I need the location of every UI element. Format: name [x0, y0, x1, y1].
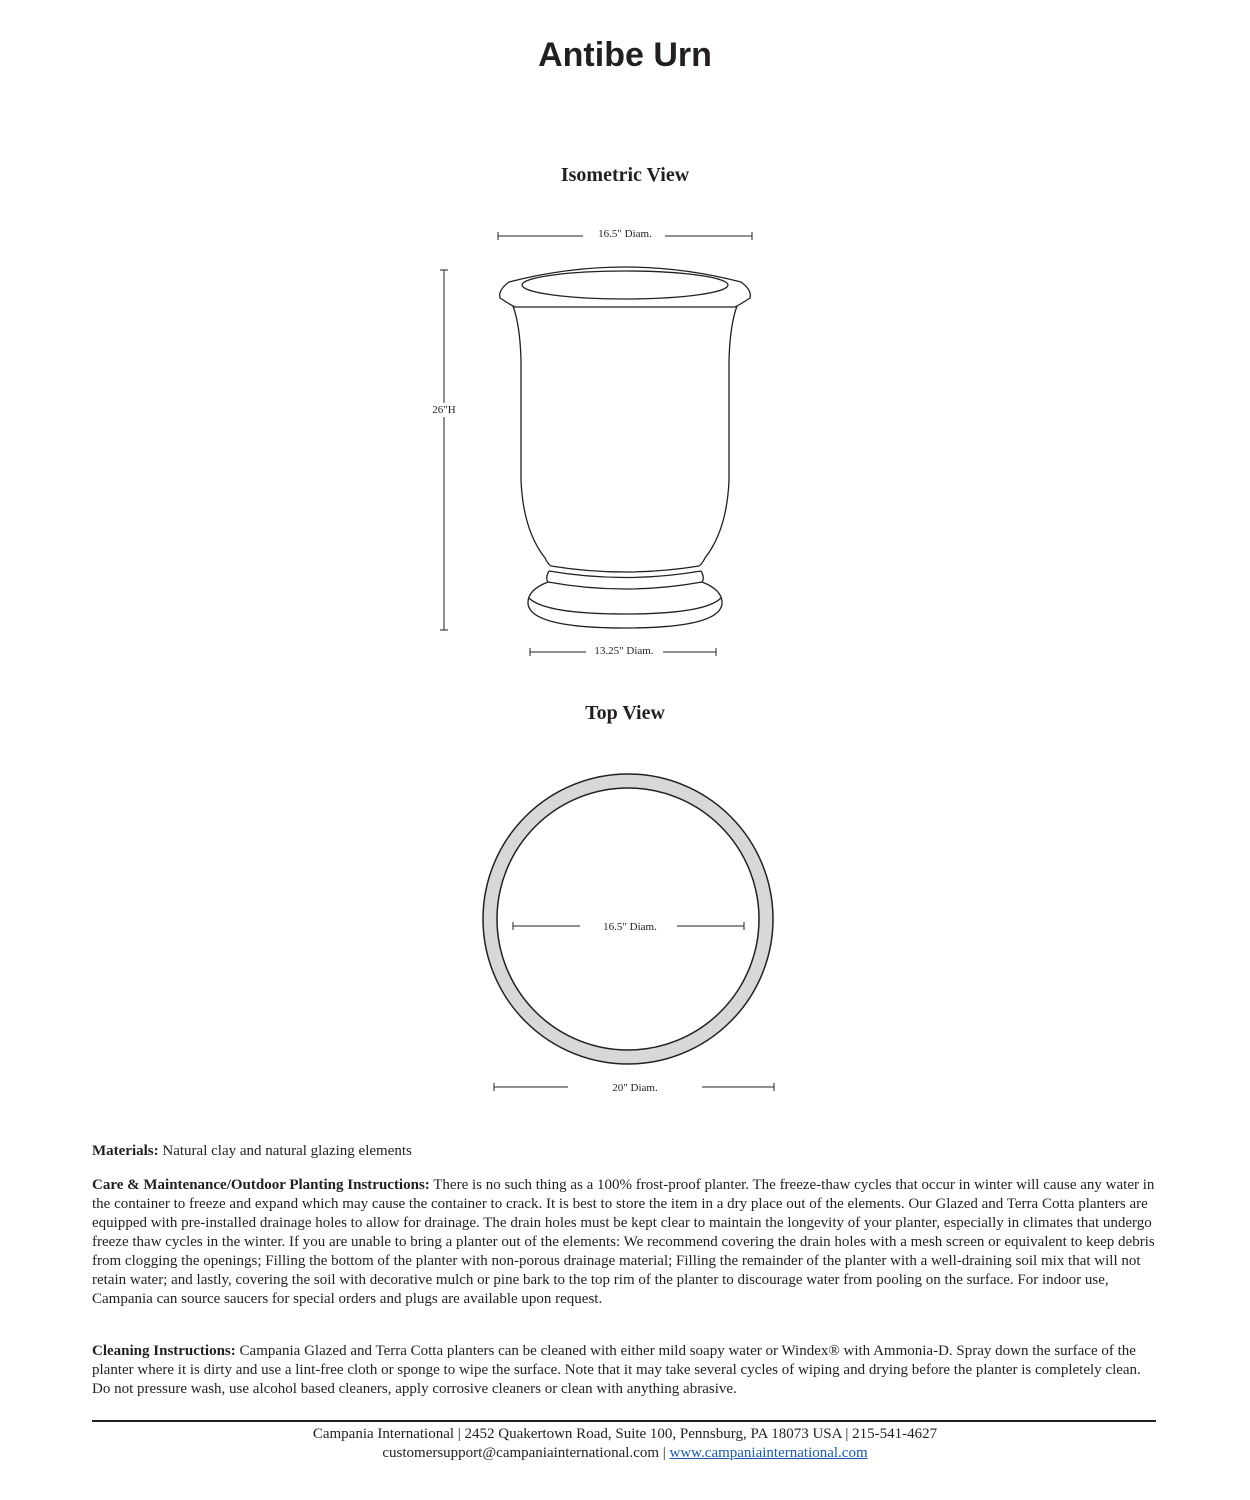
top-view-heading: Top View	[585, 702, 665, 724]
cleaning-instructions-section	[92, 1342, 1160, 1399]
care-label: Care & Maintenance/Outdoor Planting Instructions:	[92, 1177, 430, 1193]
cleaning-text: Campania Glazed and Terra Cotta planters can be cleaned with either mild soapy water or Windex® with Ammonia-D. Spray down the surface of the planter where it is dirty and use a lint-free cloth or sponge to wipe the surface. Note that it may take several cycles of wiping and drying before the planter is completely clean. Do not pressure wash, use alcohol based cleaners, apply corrosive cleaners or clean with anything abrasive.	[92, 1343, 1141, 1397]
footer-contact	[0, 1444, 1250, 1463]
materials-label: Materials:	[92, 1143, 159, 1159]
top-diameter-label: 16.5" Diam.	[598, 228, 652, 240]
height-dimension	[440, 270, 448, 630]
outer-diameter-label: 20" Diam.	[612, 1082, 658, 1094]
base-diameter-label: 13.25" Diam.	[594, 645, 654, 657]
care-instructions-section	[92, 1176, 1160, 1309]
footer-email: customersupport@campaniainternational.com |	[382, 1445, 670, 1461]
inner-diameter-label: 16.5" Diam.	[603, 921, 657, 933]
urn-isometric-illustration	[500, 267, 751, 628]
website-link[interactable]: www.campaniainternational.com	[669, 1445, 868, 1461]
materials-section	[92, 1142, 1160, 1161]
page-title: Antibe Urn	[538, 36, 712, 74]
urn-top-view-illustration	[483, 774, 773, 1064]
isometric-view-heading: Isometric View	[560, 164, 690, 186]
care-text: There is no such thing as a 100% frost-proof planter. The freeze-thaw cycles that occur in winter will cause any water in the container to freeze and expand which may cause the container to crack. It is best to store the item in a dry place out of the elements. Our Glazed and Terra Cotta planters are equipped with pre-installed drainage holes to allow for drainage. The drain holes must be kept clear to maintain the longevity of your planter, especially in climates that undergo freeze thaw cycles in the winter. If you are unable to bring a planter out of the elements: We recommend covering the drain holes with a mesh screen or equivalent to keep debris from clogging the openings; Filling the bottom of the planter with non-porous drainage material; Filling the remainder of the planter with a well-draining soil mix that will not retain water; and lastly, covering the soil with decorative mulch or pine bark to the top rim of the planter to discourage water from pooling on the surface. For indoor use, Campania can source saucers for special orders and plugs are available upon request.	[92, 1177, 1155, 1307]
height-label: 26"H	[432, 404, 456, 416]
materials-text: Natural clay and natural glazing elements	[158, 1143, 412, 1159]
cleaning-label: Cleaning Instructions:	[92, 1343, 236, 1359]
footer-divider	[92, 1420, 1156, 1422]
footer-address: Campania International | 2452 Quakertown Road, Suite 100, Pennsburg, PA 18073 USA | 215-541-4627	[312, 1426, 938, 1442]
